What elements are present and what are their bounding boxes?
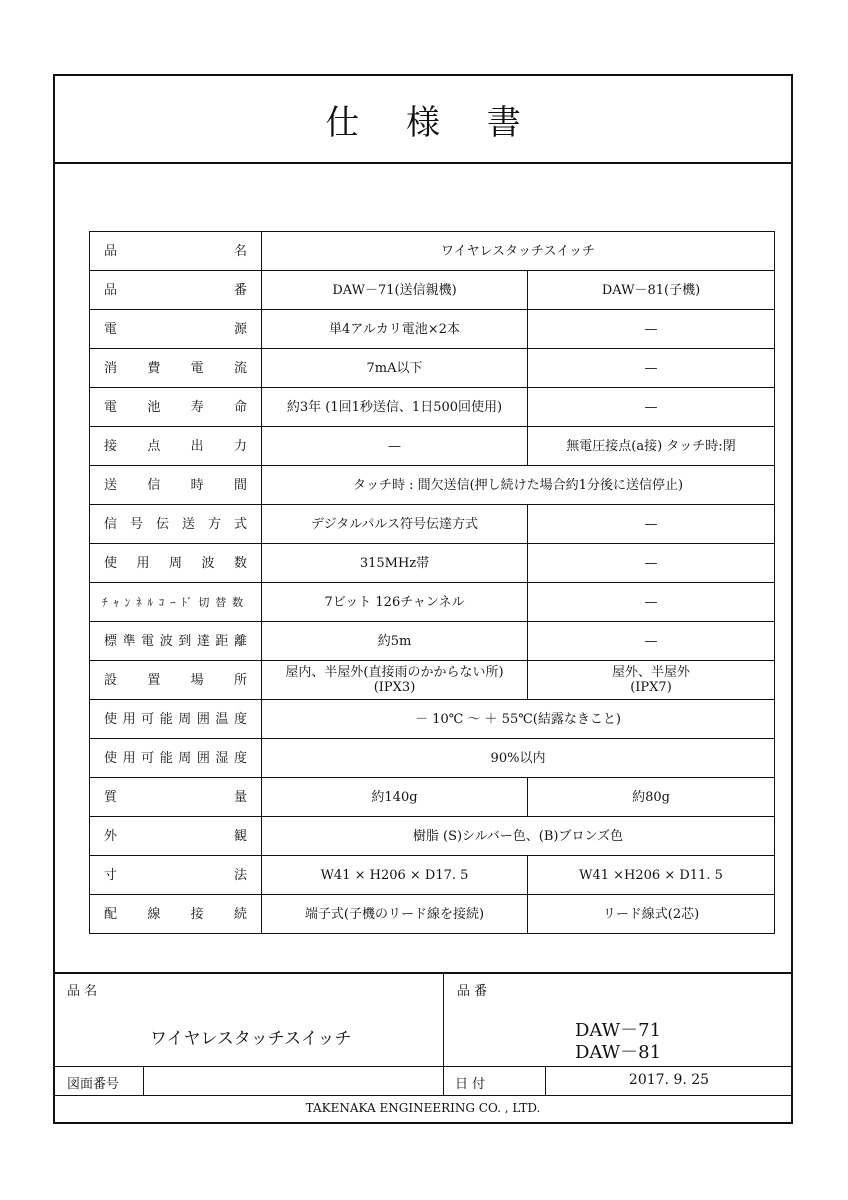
drawing-no-label: 図面番号 [67,1077,120,1092]
date-label: 日 付 [455,1077,486,1092]
spec-label: 使用可能周囲温度 [90,700,262,739]
spec-row [90,349,775,388]
spec-label: 電池寿命 [90,388,262,427]
spec-value-secondary [528,661,775,700]
spec-label: 信号伝送方式 [90,505,262,544]
spec-label: 品番 [90,271,262,310]
spec-row [90,388,775,427]
product-name: ワイヤレスタッチスイッチ [150,1029,352,1049]
spec-sheet-frame [53,74,793,1124]
spec-row [90,466,775,505]
spec-value-primary: － 10℃ 〜 ＋ 55℃(結露なきこと) [262,700,775,739]
spec-value-primary [262,661,528,700]
page-title: 仕 様 書 [325,102,539,143]
spec-value-primary: W41 × H206 × D17. 5 [262,856,528,895]
spec-row [90,661,775,700]
spec-row [90,544,775,583]
product-no-label: 品 番 [457,984,488,999]
spec-value-primary: 315MHz帯 [262,544,528,583]
spec-row [90,817,775,856]
spec-value-secondary: DAW－81(子機) [528,271,775,310]
spec-row [90,427,775,466]
spec-row [90,856,775,895]
spec-value-primary: 約5m [262,622,528,661]
spec-value-primary: 約140g [262,778,528,817]
spec-row [90,271,775,310]
product-no-2: DAW－81 [574,1042,662,1063]
spec-label: 寸法 [90,856,262,895]
date-value: 2017. 9. 25 [628,1072,710,1088]
product-no-1: DAW－71 [574,1020,662,1041]
spec-value-secondary: — [528,622,775,661]
spec-row [90,739,775,778]
spec-value-secondary: — [528,349,775,388]
product-name-label: 品 名 [67,984,98,999]
spec-value-line: 屋外、半屋外 [611,665,690,680]
spec-row [90,700,775,739]
spec-label: 質量 [90,778,262,817]
spec-value-secondary: W41 ×H206 × D11. 5 [528,856,775,895]
spec-value-primary: 7ビット 126チャンネル [262,583,528,622]
spec-value-secondary: 約80g [528,778,775,817]
company-name: TAKENAKA ENGINEERING CO. , LTD. [305,1101,541,1115]
spec-row [90,310,775,349]
spec-value-secondary: リード線式(2芯) [528,895,775,934]
spec-value-primary: ワイヤレスタッチスイッチ [262,232,775,271]
spec-value-primary: 端子式(子機のリード線を接続) [262,895,528,934]
spec-value-primary: 90%以内 [262,739,775,778]
spec-value-secondary: 無電圧接点(a接) タッチ時:閉 [528,427,775,466]
spec-value-secondary: — [528,583,775,622]
spec-value-primary: 約3年 (1回1秒送信、1日500回使用) [262,388,528,427]
spec-row [90,583,775,622]
spec-value-primary: 樹脂 (S)シルバー色、(B)ブロンズ色 [262,817,775,856]
spec-label: 電源 [90,310,262,349]
spec-label: 使用周波数 [90,544,262,583]
spec-value-primary: タッチ時 : 間欠送信(押し続けた場合約1分後に送信停止) [262,466,775,505]
spec-value-line: 屋内、半屋外(直接雨のかからない所) [285,665,504,680]
spec-label: ﾁｬﾝﾈﾙｺｰﾄﾞ切替数 [90,583,262,622]
spec-value-primary: DAW－71(送信親機) [262,271,528,310]
spec-value-secondary: — [528,544,775,583]
spec-label: 標準電波到達距離 [90,622,262,661]
spec-value-line: (IPX3) [373,680,416,695]
spec-label: 外観 [90,817,262,856]
spec-value-secondary: — [528,310,775,349]
spec-value-primary: — [262,427,528,466]
spec-value-primary: 7mA以下 [262,349,528,388]
spec-label: 設置場所 [90,661,262,700]
spec-value-secondary: — [528,505,775,544]
spec-label: 配線接続 [90,895,262,934]
spec-value-secondary: — [528,388,775,427]
spec-label: 品名 [90,232,262,271]
title-block [55,972,791,1124]
title-box [55,76,791,164]
spec-row [90,505,775,544]
spec-value-primary: 単4アルカリ電池×2本 [262,310,528,349]
spec-label: 送信時間 [90,466,262,505]
spec-label: 接点出力 [90,427,262,466]
spec-label: 使用可能周囲湿度 [90,739,262,778]
spec-table [89,231,775,934]
spec-value-line: (IPX7) [630,680,672,695]
spec-row [90,622,775,661]
spec-value-primary: デジタルパルス符号伝達方式 [262,505,528,544]
spec-row [90,895,775,934]
spec-row [90,778,775,817]
spec-row [90,232,775,271]
spec-label: 消費電流 [90,349,262,388]
